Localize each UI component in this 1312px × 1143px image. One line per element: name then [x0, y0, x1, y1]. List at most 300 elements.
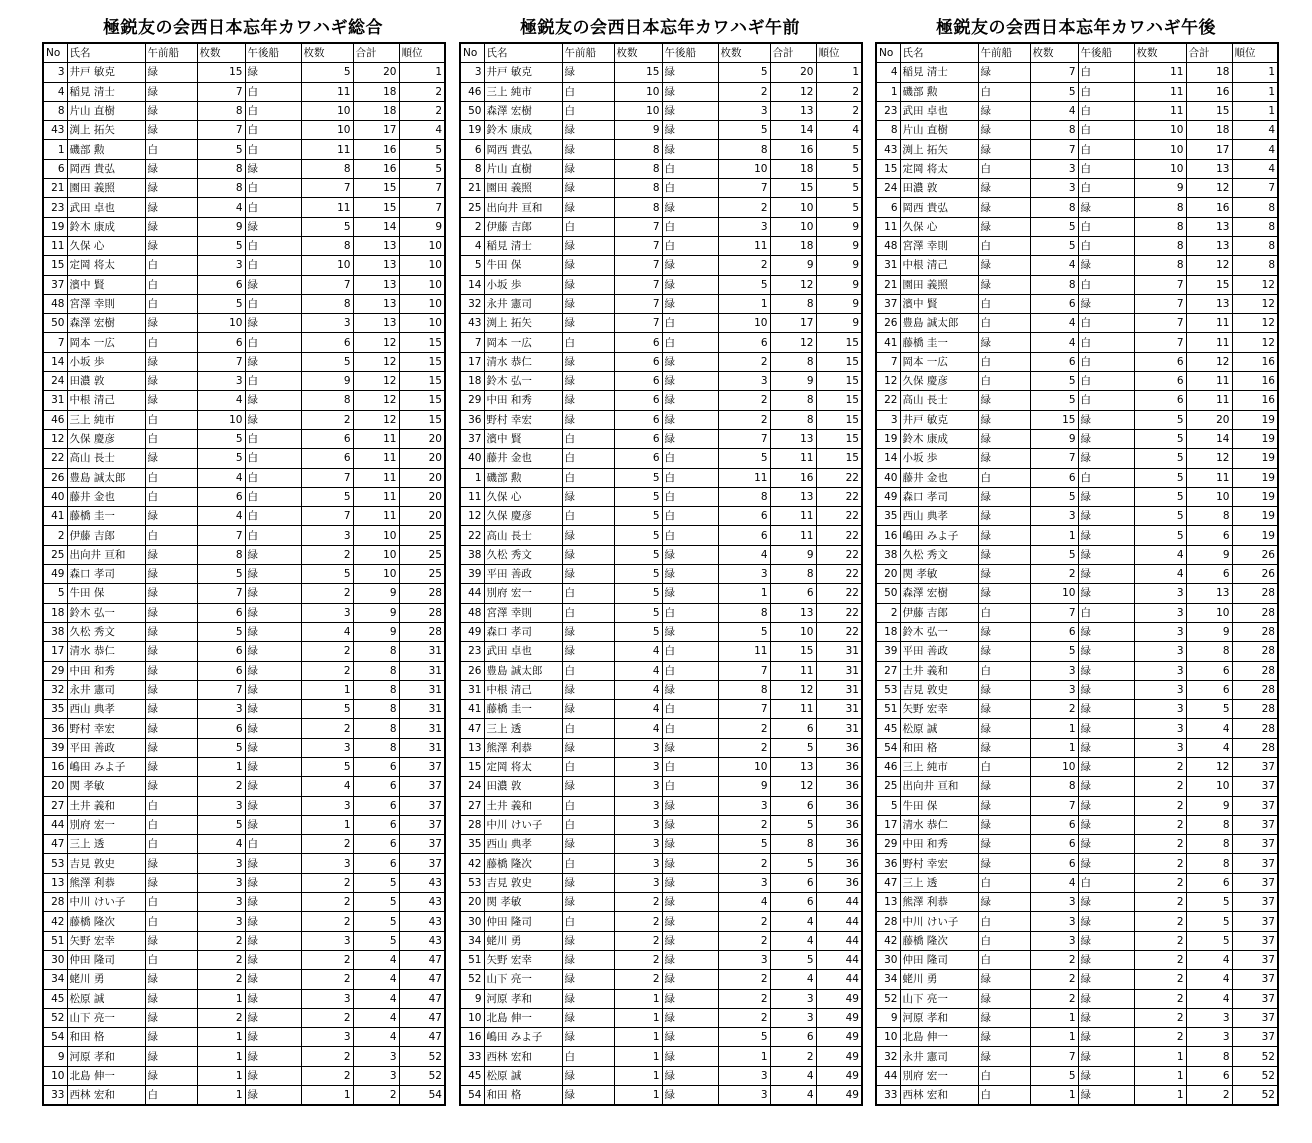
- am-boat-cell: 白: [145, 410, 197, 429]
- no-cell: 35: [876, 507, 900, 526]
- rank-cell: 22: [816, 545, 862, 564]
- name-cell: 北島 伸一: [67, 1066, 145, 1085]
- pm-count-cell: 1: [1134, 1047, 1186, 1066]
- table-row: [43, 873, 445, 892]
- am-boat-cell: 緑: [145, 719, 197, 738]
- total-cell: 13: [353, 275, 399, 294]
- am-boat-cell: 白: [978, 950, 1030, 969]
- pm-boat-cell: 緑: [1078, 680, 1134, 699]
- am-count-cell: 4: [197, 507, 245, 526]
- total-cell: 8: [770, 565, 816, 584]
- total-cell: 9: [353, 603, 399, 622]
- total-cell: 5: [353, 912, 399, 931]
- no-cell: 21: [876, 275, 900, 294]
- total-cell: 13: [353, 294, 399, 313]
- am-count-cell: 1: [197, 1047, 245, 1066]
- am-count-cell: 5: [197, 622, 245, 641]
- pm-count-cell: 2: [718, 738, 770, 757]
- name-cell: 久保 心: [900, 217, 978, 236]
- no-cell: 54: [876, 738, 900, 757]
- pm-boat-cell: 緑: [1078, 449, 1134, 468]
- table-row: [460, 217, 862, 236]
- total-cell: 8: [770, 835, 816, 854]
- pm-boat-cell: 緑: [662, 854, 718, 873]
- table-row: [43, 680, 445, 699]
- pm-count-cell: 8: [301, 236, 353, 255]
- name-cell: 森口 孝司: [900, 487, 978, 506]
- am-boat-cell: 緑: [145, 217, 197, 236]
- pm-count-cell: 3: [1134, 642, 1186, 661]
- table-row: [43, 256, 445, 275]
- pm-count-cell: 1: [301, 1086, 353, 1106]
- am-count-cell: 15: [197, 63, 245, 82]
- no-cell: 25: [43, 545, 67, 564]
- name-cell: 森口 孝司: [484, 622, 562, 641]
- pm-boat-cell: 緑: [245, 757, 301, 776]
- pm-boat-cell: 白: [245, 333, 301, 352]
- rank-cell: 28: [1232, 603, 1278, 622]
- rank-cell: 5: [399, 159, 445, 178]
- am-boat-cell: 緑: [978, 815, 1030, 834]
- name-cell: 土井 義和: [900, 661, 978, 680]
- pm-count-cell: 7: [301, 275, 353, 294]
- table-row: [876, 1086, 1278, 1106]
- am-boat-cell: 緑: [562, 314, 614, 333]
- panel-title: 極鋭友の会西日本忘年カワハギ総合: [103, 18, 383, 38]
- am-count-cell: 1: [1030, 1086, 1078, 1106]
- am-count-cell: 5: [614, 487, 662, 506]
- name-cell: 森澤 宏樹: [484, 101, 562, 120]
- no-cell: 33: [43, 1086, 67, 1106]
- total-cell: 10: [770, 198, 816, 217]
- am-boat-cell: 白: [562, 854, 614, 873]
- name-cell: 岡本 一広: [900, 352, 978, 371]
- no-cell: 42: [43, 912, 67, 931]
- rank-cell: 49: [816, 989, 862, 1008]
- am-count-cell: 10: [1030, 584, 1078, 603]
- total-cell: 20: [770, 63, 816, 82]
- am-count-cell: 5: [1030, 642, 1078, 661]
- no-cell: 43: [43, 121, 67, 140]
- table-row: [43, 179, 445, 198]
- rank-cell: 22: [816, 603, 862, 622]
- total-cell: 6: [1186, 661, 1232, 680]
- name-cell: 中川 けい子: [67, 893, 145, 912]
- rank-cell: 31: [816, 719, 862, 738]
- rank-cell: 25: [399, 526, 445, 545]
- total-cell: 4: [353, 989, 399, 1008]
- table-row: [43, 487, 445, 506]
- pm-count-cell: 8: [1134, 198, 1186, 217]
- am-count-cell: 2: [197, 950, 245, 969]
- table-row: [460, 912, 862, 931]
- am-boat-cell: 緑: [145, 873, 197, 892]
- no-cell: 49: [460, 622, 484, 641]
- rank-cell: 36: [816, 835, 862, 854]
- total-cell: 5: [770, 738, 816, 757]
- name-cell: 宮澤 幸則: [900, 236, 978, 255]
- rank-cell: 19: [1232, 487, 1278, 506]
- pm-boat-cell: 緑: [662, 931, 718, 950]
- name-cell: 岡本 一広: [67, 333, 145, 352]
- total-cell: 11: [353, 468, 399, 487]
- am-count-cell: 3: [197, 700, 245, 719]
- table-row: [43, 950, 445, 969]
- am-count-cell: 3: [197, 796, 245, 815]
- rank-cell: 9: [816, 275, 862, 294]
- rank-cell: 10: [399, 275, 445, 294]
- table-row: [43, 198, 445, 217]
- total-cell: 15: [353, 179, 399, 198]
- rank-cell: 37: [1232, 835, 1278, 854]
- am-boat-cell: 白: [978, 236, 1030, 255]
- total-cell: 13: [1186, 584, 1232, 603]
- table-row: [876, 275, 1278, 294]
- column-header: No: [43, 43, 67, 63]
- pm-count-cell: 2: [301, 661, 353, 680]
- column-header: 午前船: [145, 43, 197, 63]
- name-cell: 仲田 隆司: [900, 950, 978, 969]
- total-cell: 12: [353, 372, 399, 391]
- pm-boat-cell: 白: [245, 121, 301, 140]
- total-cell: 4: [770, 912, 816, 931]
- total-cell: 10: [1186, 777, 1232, 796]
- pm-boat-cell: 緑: [245, 719, 301, 738]
- column-header: 午後船: [1078, 43, 1134, 63]
- no-cell: 25: [460, 198, 484, 217]
- total-cell: 6: [1186, 565, 1232, 584]
- rank-cell: 31: [399, 700, 445, 719]
- no-cell: 13: [876, 893, 900, 912]
- am-count-cell: 3: [197, 912, 245, 931]
- table-row: [460, 487, 862, 506]
- name-cell: 出向井 亘和: [67, 545, 145, 564]
- name-cell: 宮澤 幸則: [484, 603, 562, 622]
- header-row: [43, 43, 445, 63]
- pm-count-cell: 8: [1134, 217, 1186, 236]
- am-count-cell: 9: [614, 121, 662, 140]
- pm-count-cell: 3: [1134, 700, 1186, 719]
- pm-count-cell: 8: [1134, 256, 1186, 275]
- pm-boat-cell: 緑: [245, 854, 301, 873]
- am-count-cell: 1: [614, 1028, 662, 1047]
- no-cell: 37: [43, 275, 67, 294]
- pm-boat-cell: 白: [1078, 121, 1134, 140]
- rank-cell: 28: [1232, 700, 1278, 719]
- am-boat-cell: 緑: [562, 545, 614, 564]
- table-row: [876, 1047, 1278, 1066]
- am-boat-cell: 緑: [145, 391, 197, 410]
- table-row: [43, 719, 445, 738]
- rank-cell: 22: [816, 565, 862, 584]
- total-cell: 11: [1186, 391, 1232, 410]
- table-row: [460, 101, 862, 120]
- no-cell: 3: [460, 63, 484, 82]
- name-cell: 岡西 貴弘: [900, 198, 978, 217]
- am-boat-cell: 緑: [978, 719, 1030, 738]
- pm-count-cell: 3: [718, 217, 770, 236]
- pm-count-cell: 3: [301, 796, 353, 815]
- name-cell: 森口 孝司: [67, 565, 145, 584]
- table-row: [460, 198, 862, 217]
- pm-boat-cell: 白: [1078, 217, 1134, 236]
- am-boat-cell: 白: [562, 429, 614, 448]
- total-cell: 12: [770, 82, 816, 101]
- total-cell: 8: [770, 294, 816, 313]
- no-cell: 53: [460, 873, 484, 892]
- name-cell: 山下 亮一: [67, 1008, 145, 1027]
- pm-boat-cell: 緑: [245, 352, 301, 371]
- rank-cell: 10: [399, 236, 445, 255]
- am-count-cell: 5: [614, 468, 662, 487]
- am-count-cell: 10: [197, 410, 245, 429]
- am-count-cell: 7: [197, 121, 245, 140]
- am-count-cell: 2: [614, 931, 662, 950]
- total-cell: 10: [770, 622, 816, 641]
- am-count-cell: 5: [614, 584, 662, 603]
- pm-count-cell: 5: [1134, 507, 1186, 526]
- no-cell: 19: [43, 217, 67, 236]
- total-cell: 10: [353, 545, 399, 564]
- rank-cell: 8: [1232, 198, 1278, 217]
- column-header: 枚数: [1030, 43, 1078, 63]
- table-row: [876, 835, 1278, 854]
- table-row: [43, 333, 445, 352]
- am-count-cell: 1: [614, 1047, 662, 1066]
- column-header: 合計: [770, 43, 816, 63]
- name-cell: 小坂 歩: [484, 275, 562, 294]
- am-count-cell: 1: [1030, 719, 1078, 738]
- table-row: [43, 236, 445, 255]
- total-cell: 8: [1186, 854, 1232, 873]
- no-cell: 40: [876, 468, 900, 487]
- am-boat-cell: 白: [145, 487, 197, 506]
- rank-cell: 4: [1232, 121, 1278, 140]
- am-boat-cell: 白: [145, 468, 197, 487]
- total-cell: 4: [770, 1066, 816, 1085]
- total-cell: 6: [353, 854, 399, 873]
- am-boat-cell: 緑: [978, 989, 1030, 1008]
- name-cell: 森澤 宏樹: [900, 584, 978, 603]
- am-count-cell: 7: [197, 584, 245, 603]
- am-count-cell: 6: [1030, 622, 1078, 641]
- am-boat-cell: 白: [562, 217, 614, 236]
- no-cell: 37: [460, 429, 484, 448]
- pm-count-cell: 5: [718, 449, 770, 468]
- pm-count-cell: 7: [1134, 275, 1186, 294]
- name-cell: 久松 秀文: [484, 545, 562, 564]
- no-cell: 38: [876, 545, 900, 564]
- total-cell: 11: [353, 449, 399, 468]
- table-row: [876, 815, 1278, 834]
- am-boat-cell: 緑: [562, 777, 614, 796]
- name-cell: 田濃 敦: [484, 777, 562, 796]
- total-cell: 14: [353, 217, 399, 236]
- panel-title: 極鋭友の会西日本忘年カワハギ午後: [936, 18, 1216, 38]
- total-cell: 8: [770, 410, 816, 429]
- no-cell: 48: [460, 603, 484, 622]
- total-cell: 4: [353, 950, 399, 969]
- name-cell: 蛯川 勇: [67, 970, 145, 989]
- pm-boat-cell: 緑: [245, 815, 301, 834]
- pm-count-cell: 6: [718, 507, 770, 526]
- am-count-cell: 4: [1030, 101, 1078, 120]
- pm-count-cell: 7: [301, 468, 353, 487]
- no-cell: 28: [876, 912, 900, 931]
- am-count-cell: 7: [614, 236, 662, 255]
- rank-cell: 19: [1232, 526, 1278, 545]
- am-boat-cell: 白: [145, 140, 197, 159]
- pm-boat-cell: 白: [662, 777, 718, 796]
- table-row: [460, 642, 862, 661]
- name-cell: 山下 亮一: [484, 970, 562, 989]
- table-row: [876, 159, 1278, 178]
- table-row: [460, 661, 862, 680]
- name-cell: 牛田 保: [67, 584, 145, 603]
- am-boat-cell: 白: [978, 372, 1030, 391]
- am-boat-cell: 緑: [145, 584, 197, 603]
- rank-cell: 4: [1232, 159, 1278, 178]
- no-cell: 50: [43, 314, 67, 333]
- no-cell: 22: [43, 449, 67, 468]
- total-cell: 11: [770, 661, 816, 680]
- no-cell: 53: [43, 854, 67, 873]
- name-cell: 園田 義照: [67, 179, 145, 198]
- pm-boat-cell: 白: [245, 236, 301, 255]
- table-row: [876, 738, 1278, 757]
- rank-cell: 7: [399, 198, 445, 217]
- pm-boat-cell: 緑: [662, 372, 718, 391]
- pm-boat-cell: 白: [1078, 236, 1134, 255]
- am-count-cell: 4: [1030, 333, 1078, 352]
- pm-boat-cell: 緑: [245, 391, 301, 410]
- am-boat-cell: 緑: [562, 835, 614, 854]
- name-cell: 磯部 勲: [67, 140, 145, 159]
- table-row: [460, 622, 862, 641]
- am-boat-cell: 緑: [562, 236, 614, 255]
- am-boat-cell: 緑: [978, 1008, 1030, 1027]
- am-boat-cell: 緑: [562, 121, 614, 140]
- am-count-cell: 5: [197, 236, 245, 255]
- no-cell: 27: [876, 661, 900, 680]
- table-row: [43, 622, 445, 641]
- am-boat-cell: 緑: [978, 121, 1030, 140]
- rank-cell: 2: [816, 101, 862, 120]
- am-boat-cell: 緑: [562, 179, 614, 198]
- pm-count-cell: 7: [301, 507, 353, 526]
- table-row: [876, 487, 1278, 506]
- no-cell: 18: [460, 372, 484, 391]
- am-boat-cell: 白: [978, 314, 1030, 333]
- pm-count-cell: 10: [1134, 159, 1186, 178]
- am-count-cell: 5: [1030, 1066, 1078, 1085]
- pm-count-cell: 4: [718, 545, 770, 564]
- no-cell: 23: [460, 642, 484, 661]
- name-cell: 園田 義照: [484, 179, 562, 198]
- name-cell: 関 孝敏: [67, 777, 145, 796]
- table-row: [876, 950, 1278, 969]
- table-row: [43, 1066, 445, 1085]
- no-cell: 11: [43, 236, 67, 255]
- no-cell: 26: [460, 661, 484, 680]
- table-row: [876, 198, 1278, 217]
- pm-count-cell: 3: [301, 1028, 353, 1047]
- total-cell: 8: [770, 352, 816, 371]
- pm-count-cell: 3: [301, 314, 353, 333]
- am-boat-cell: 白: [562, 82, 614, 101]
- am-boat-cell: 白: [562, 584, 614, 603]
- name-cell: 永井 憲司: [900, 1047, 978, 1066]
- am-boat-cell: 緑: [562, 700, 614, 719]
- am-count-cell: 5: [197, 294, 245, 313]
- no-cell: 41: [43, 507, 67, 526]
- pm-count-cell: 2: [1134, 796, 1186, 815]
- no-cell: 11: [876, 217, 900, 236]
- rank-cell: 15: [399, 352, 445, 371]
- no-cell: 30: [43, 950, 67, 969]
- pm-count-cell: 6: [1134, 372, 1186, 391]
- name-cell: 出向井 亘和: [484, 198, 562, 217]
- name-cell: 藤橋 圭一: [484, 700, 562, 719]
- total-cell: 4: [770, 931, 816, 950]
- am-count-cell: 6: [1030, 352, 1078, 371]
- rank-cell: 15: [816, 333, 862, 352]
- rank-cell: 15: [399, 333, 445, 352]
- total-cell: 12: [1186, 449, 1232, 468]
- no-cell: 39: [43, 738, 67, 757]
- column-header: 午後船: [662, 43, 718, 63]
- am-count-cell: 7: [1030, 140, 1078, 159]
- rank-cell: 22: [816, 468, 862, 487]
- total-cell: 8: [353, 661, 399, 680]
- pm-boat-cell: 緑: [662, 391, 718, 410]
- total-cell: 9: [770, 372, 816, 391]
- table-row: [460, 873, 862, 892]
- name-cell: 三上 透: [67, 835, 145, 854]
- table-row: [876, 294, 1278, 313]
- table-row: [460, 970, 862, 989]
- no-cell: 40: [43, 487, 67, 506]
- table-row: [43, 275, 445, 294]
- rank-cell: 2: [399, 82, 445, 101]
- pm-count-cell: 3: [1134, 661, 1186, 680]
- am-count-cell: 1: [197, 989, 245, 1008]
- no-cell: 10: [43, 1066, 67, 1085]
- pm-count-cell: 2: [718, 1008, 770, 1027]
- table-row: [43, 82, 445, 101]
- am-count-cell: 2: [614, 912, 662, 931]
- rank-cell: 37: [1232, 815, 1278, 834]
- pm-count-cell: 3: [718, 1086, 770, 1106]
- am-boat-cell: 緑: [562, 526, 614, 545]
- pm-boat-cell: 緑: [245, 642, 301, 661]
- no-cell: 44: [43, 815, 67, 834]
- am-count-cell: 6: [197, 487, 245, 506]
- total-cell: 17: [770, 314, 816, 333]
- am-boat-cell: 緑: [562, 487, 614, 506]
- am-boat-cell: 緑: [145, 352, 197, 371]
- rank-cell: 36: [816, 757, 862, 776]
- am-count-cell: 3: [1030, 179, 1078, 198]
- am-boat-cell: 緑: [978, 429, 1030, 448]
- pm-count-cell: 11: [1134, 82, 1186, 101]
- pm-count-cell: 2: [301, 1047, 353, 1066]
- table-row: [43, 410, 445, 429]
- rank-cell: 4: [1232, 140, 1278, 159]
- pm-boat-cell: 白: [245, 198, 301, 217]
- rank-cell: 22: [816, 622, 862, 641]
- no-cell: 6: [460, 140, 484, 159]
